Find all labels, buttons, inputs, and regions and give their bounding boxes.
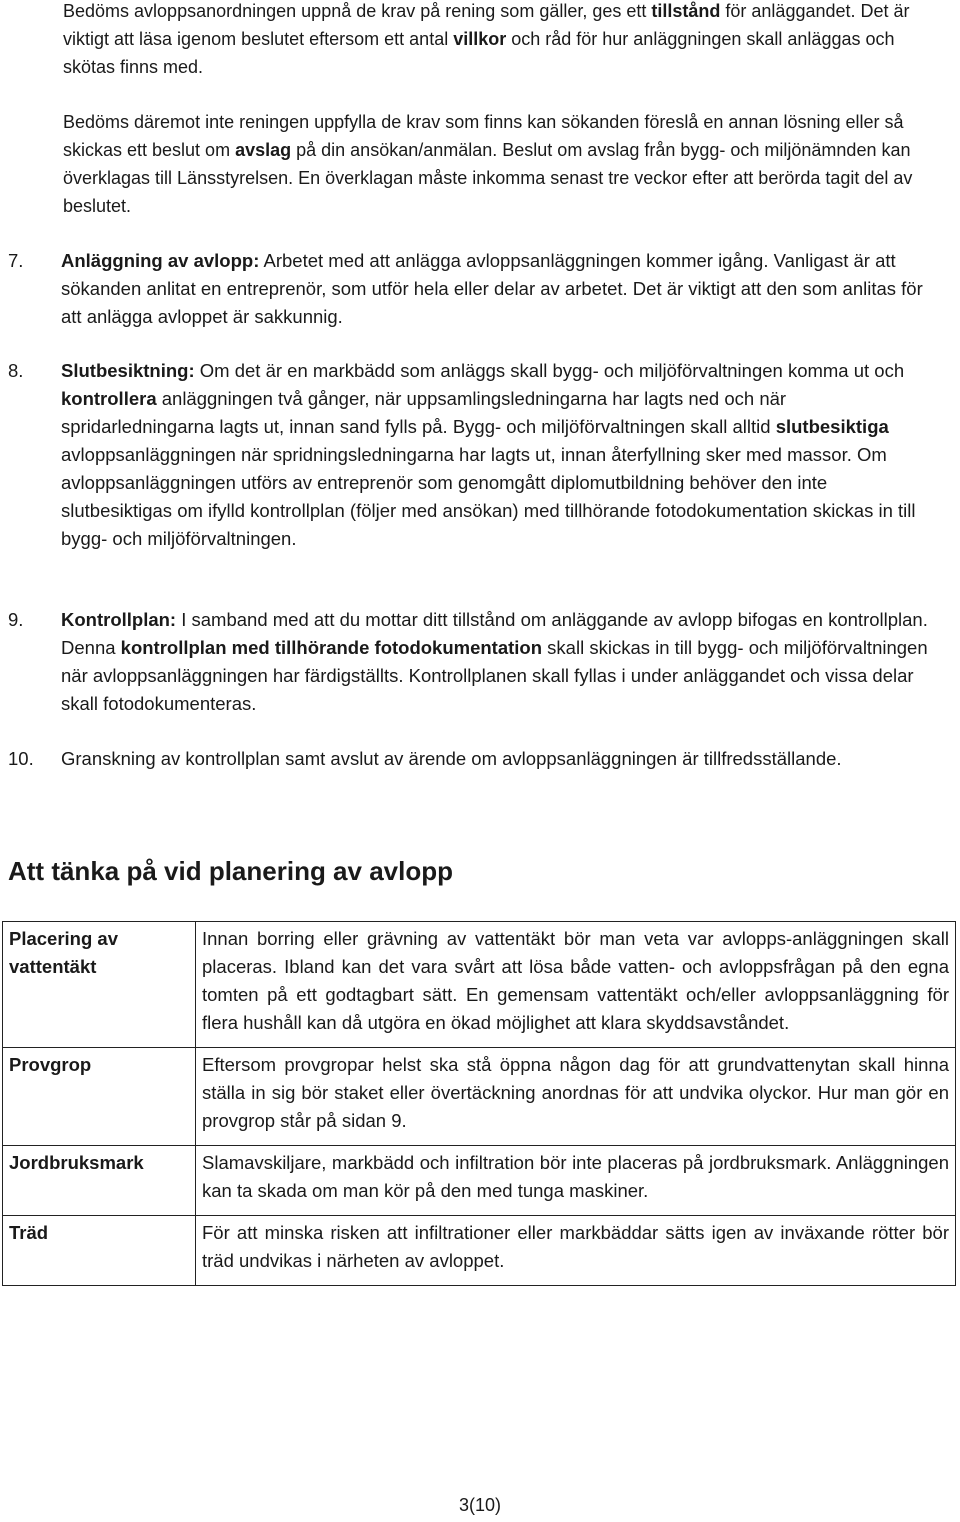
body-text: skall skickas in till bygg- och miljöförvaltningen när avloppsanläggningen har färdigställts. Kontrollplanen skall fyllas i under anläggandet och vissa delar skall fotodokumenteras. xyxy=(61,637,928,714)
table-row xyxy=(3,1216,956,1286)
table-row-text: Slamavskiljare, markbädd och infiltration bör inte placeras på jordbruksmark. Anläggningen kan ta skada om man kör på den med tunga maskiner. xyxy=(196,1146,956,1216)
emphasis-text: villkor xyxy=(453,29,507,49)
table-row-label: Placering av vattentäkt xyxy=(3,922,196,1048)
body-text: I samband med att du mottar ditt tillstånd om anläggande av avlopp bifogas en kontrollplan. Denna xyxy=(61,609,928,658)
step-text xyxy=(61,745,938,773)
step-number: 9. xyxy=(8,609,24,630)
step-number: 7. xyxy=(8,250,24,271)
table-row-label: Jordbruksmark xyxy=(3,1146,196,1216)
section-heading: Att tänka på vid planering av avlopp xyxy=(8,856,453,886)
body-text: på din ansökan/anmälan. Beslut om avslag från bygg- och miljönämnden kan överklagas till Länsstyrelsen. En överklagan måste inkomma senast tre veckor efter att berörda tagit del av beslutet. xyxy=(63,140,913,216)
body-text: Om det är en markbädd som anläggs skall bygg- och miljöförvaltningen komma ut och xyxy=(194,360,905,381)
step-number: 10. xyxy=(8,748,34,769)
step-number: 8. xyxy=(8,360,24,381)
body-text: och råd för hur anläggningen skall anläggas och skötas finns med. xyxy=(63,29,895,77)
page-number: 3(10) xyxy=(458,1495,502,1515)
emphasis-text: Kontrollplan: xyxy=(61,609,177,630)
body-text: Granskning av kontrollplan samt avslut av ärende om avloppsanläggningen är tillfredsställande. xyxy=(61,748,842,769)
body-text: Bedöms däremot inte reningen uppfylla de krav som finns kan sökanden föreslå en annan lösning eller så skickas ett beslut om xyxy=(63,112,904,160)
emphasis-text: Slutbesiktning: xyxy=(61,360,195,381)
emphasis-text: avslag xyxy=(235,140,292,160)
table-row-text: Eftersom provgropar helst ska stå öppna någon dag för att grundvattenytan skall hinna ställa in sig bör staket eller övertäckning anordnas för att undvika olyckor. Hur man gör en provgrop står på sidan 9. xyxy=(196,1048,956,1146)
emphasis-text: tillstånd xyxy=(651,1,721,21)
intro-paragraph-permit xyxy=(63,0,923,81)
body-text: för anläggandet. Det är viktigt att läsa igenom beslutet eftersom ett antal xyxy=(63,1,910,49)
body-text: Bedöms avloppsanordningen uppnå de krav på rening som gäller, ges ett xyxy=(63,1,652,21)
table-row-label: Träd xyxy=(3,1216,196,1286)
step-item-9 xyxy=(8,606,938,718)
step-text xyxy=(61,247,938,331)
table-row xyxy=(3,1048,956,1146)
emphasis-text: kontrollera xyxy=(61,388,157,409)
table-row xyxy=(3,1146,956,1216)
step-text xyxy=(61,606,938,718)
step-item-8 xyxy=(8,357,938,553)
step-item-10 xyxy=(8,745,938,773)
table-row-label: Provgrop xyxy=(3,1048,196,1146)
planning-table xyxy=(2,921,956,1286)
intro-paragraph-rejection xyxy=(63,108,923,220)
table-row-text: Innan borring eller grävning av vattentäkt bör man veta var avlopps-anläggningen skall placeras. Ibland kan det vara svårt att lösa både vatten- och avloppsfrågan på den egna tomten på ett godtagbart sätt. En gemensam vattentäkt och/eller avloppsanläggning för flera hushåll kan då utgöra en ökad möjlighet att klara skyddsavståndet. xyxy=(196,922,956,1048)
table-row-text: För att minska risken att infiltrationer eller markbäddar sätts igen av inväxande rötter bör träd undvikas i närheten av avloppet. xyxy=(196,1216,956,1286)
emphasis-text: Anläggning av avlopp: xyxy=(61,250,260,271)
body-text: avloppsanläggningen när spridningsledningarna har lagts ut, innan återfyllning sker med massor. Om avloppsanläggningen utförs av entreprenör som genomgått diplomutbildning behöver den inte slutbesiktigas om ifylld kontrollplan (följer med ansökan) med tillhörande fotodokumentation skickas in till bygg- och miljöförvaltningen. xyxy=(61,444,916,549)
table-row xyxy=(3,922,956,1048)
body-text: Arbetet med att anlägga avloppsanläggningen kommer igång. Vanligast är att sökanden anlitat en entreprenör, som utför hela eller delar av arbetet. Det är viktigt att den som anlitas för att anlägga avloppet är sakkunnig. xyxy=(61,250,923,327)
emphasis-text: slutbesiktiga xyxy=(775,416,889,437)
body-text: anläggningen två gånger, när uppsamlingsledningarna har lagts ned och när spridarledningarna lagts ut, innan sand fylls på. Bygg- och miljöförvaltningen skall alltid xyxy=(61,388,787,437)
step-item-7 xyxy=(8,247,938,331)
emphasis-text: kontrollplan med tillhörande fotodokumentation xyxy=(120,637,543,658)
step-text xyxy=(61,357,938,553)
